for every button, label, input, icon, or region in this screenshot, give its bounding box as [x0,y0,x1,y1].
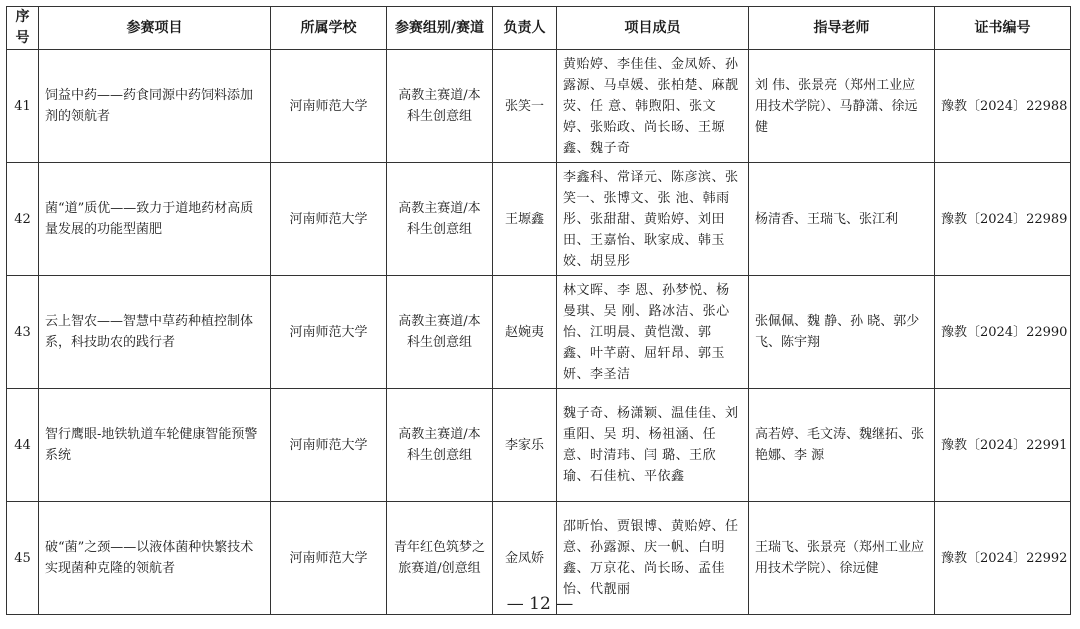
row-project: 智行鹰眼-地铁轨道车轮健康智能预警系统 [39,389,271,502]
header-school: 所属学校 [271,7,387,50]
row-project: 饲益中药——药食同源中药饲料添加剂的领航者 [39,50,271,163]
row-leader: 李家乐 [493,389,557,502]
row-advisors: 张佩佩、魏 静、孙 晓、郭少飞、陈宇翔 [749,276,935,389]
row-cert: 豫教〔2024〕22990 [935,276,1071,389]
header-row [7,7,1071,50]
row-index: 43 [7,276,39,389]
row-school: 河南师范大学 [271,163,387,276]
award-table [6,6,1071,615]
row-track: 高教主赛道/本科生创意组 [387,163,493,276]
row-members: 魏子奇、杨潇颖、温佳佳、刘重阳、吴 玥、杨祖涵、任 意、时清玮、闫 璐、王欣瑜、石佳杭、平依鑫 [557,389,749,502]
row-school: 河南师范大学 [271,50,387,163]
row-leader: 赵婉夷 [493,276,557,389]
row-leader: 张笑一 [493,50,557,163]
row-school: 河南师范大学 [271,389,387,502]
table-row [7,50,1071,163]
row-advisors: 杨清香、王瑞飞、张江利 [749,163,935,276]
header-leader: 负责人 [493,7,557,50]
row-track: 青年红色筑梦之旅赛道/创意组 [387,502,493,615]
header-advisors: 指导老师 [749,7,935,50]
row-cert: 豫教〔2024〕22989 [935,163,1071,276]
row-track: 高教主赛道/本科生创意组 [387,389,493,502]
header-track: 参赛组别/赛道 [387,7,493,50]
row-project: 云上智农——智慧中草药种植控制体系，科技助农的践行者 [39,276,271,389]
row-track: 高教主赛道/本科生创意组 [387,276,493,389]
row-school: 河南师范大学 [271,502,387,615]
row-advisors: 刘 伟、张景亮（郑州工业应用技术学院）、马静潇、徐远健 [749,50,935,163]
header-cert: 证书编号 [935,7,1071,50]
row-members: 黄贻婷、李佳佳、金凤娇、孙露源、马卓媛、张柏楚、麻靓荧、任 意、韩煦阳、张文婷、张贻政、尚长旸、王塬鑫、魏子奇 [557,50,749,163]
table-row [7,389,1071,502]
header-index: 序号 [7,7,39,50]
page-number: — 12 — [506,594,574,614]
header-project: 参赛项目 [39,7,271,50]
row-index: 45 [7,502,39,615]
row-cert: 豫教〔2024〕22991 [935,389,1071,502]
row-leader: 王塬鑫 [493,163,557,276]
row-track: 高教主赛道/本科生创意组 [387,50,493,163]
row-advisors: 高若婷、毛文涛、魏继拓、张艳娜、李 源 [749,389,935,502]
table-row [7,276,1071,389]
row-school: 河南师范大学 [271,276,387,389]
header-members: 项目成员 [557,7,749,50]
row-leader: 金凤娇 [493,502,557,615]
row-cert: 豫教〔2024〕22992 [935,502,1071,615]
table-row [7,163,1071,276]
row-project: 菌“道”质优——致力于道地药材高质量发展的功能型菌肥 [39,163,271,276]
row-project: 破“菌”之颈——以液体菌种快繁技术实现菌种克隆的领航者 [39,502,271,615]
row-index: 42 [7,163,39,276]
row-index: 44 [7,389,39,502]
row-members: 李鑫科、常译元、陈彦滨、张笑一、张博文、张 池、韩雨彤、张甜甜、黄贻婷、刘田田、王嘉怡、耿家成、韩玉姣、胡昱彤 [557,163,749,276]
row-cert: 豫教〔2024〕22988 [935,50,1071,163]
row-advisors: 王瑞飞、张景亮（郑州工业应用技术学院）、徐远健 [749,502,935,615]
row-members: 林文晖、李 恩、孙梦悦、杨曼琪、吴 刚、路冰洁、张心怡、江明晨、黄恺澂、郭 鑫、叶芊蔚、屈轩昂、郭玉妍、李圣洁 [557,276,749,389]
row-index: 41 [7,50,39,163]
row-members: 邵昕怡、贾银博、黄贻婷、任 意、孙露源、庆一帆、白明鑫、万京花、尚长旸、孟佳怡、代靓丽 [557,502,749,615]
